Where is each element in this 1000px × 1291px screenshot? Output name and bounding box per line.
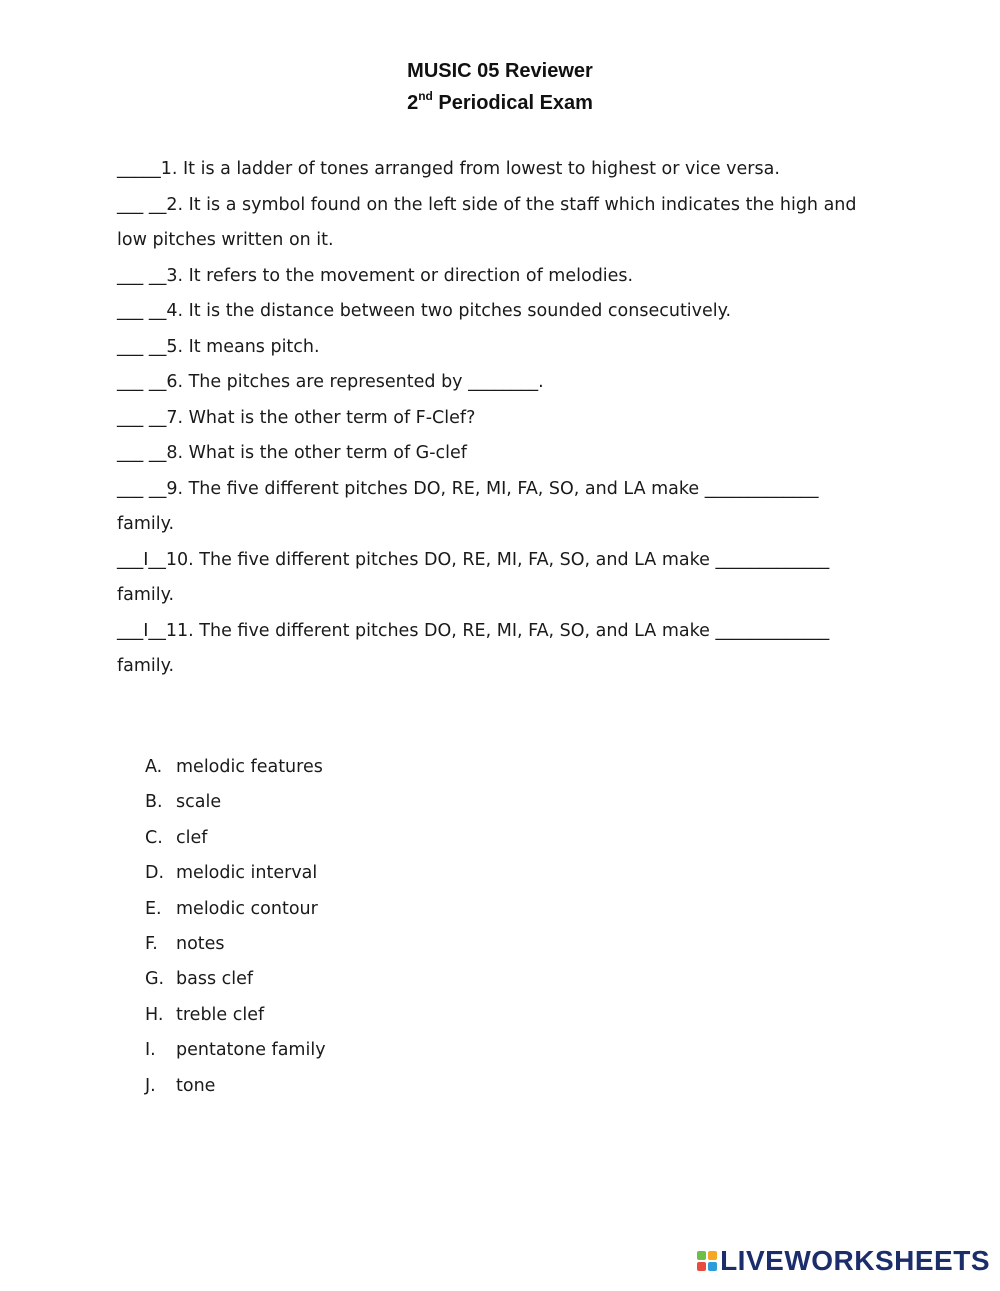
page-subtitle <box>0 89 1000 115</box>
choice-text: melodic interval <box>176 863 318 884</box>
question-line: ___ __2. It is a symbol found on the left side of the staff which indicates the high and <box>117 194 857 215</box>
choice-text: melodic contour <box>176 898 318 919</box>
choice-item <box>145 892 326 927</box>
choice-letter: J. <box>145 1075 156 1096</box>
question-list <box>117 152 877 685</box>
choice-letter: I. <box>145 1040 156 1061</box>
question-line: family. <box>117 656 175 676</box>
subtitle-number: 2 <box>407 92 419 114</box>
choice-letter: E. <box>145 898 162 919</box>
choice-letter: D. <box>145 863 165 884</box>
choice-text: notes <box>176 934 225 955</box>
question-line: ___I__10. The five different pitches DO, RE, MI, FA, SO, and LA make _____________ <box>117 549 830 570</box>
question-line: ___I__11. The five different pitches DO, RE, MI, FA, SO, and LA make _____________ <box>117 620 830 641</box>
choice-letter: F. <box>145 934 158 955</box>
question-line: family. <box>117 585 175 605</box>
choice-item <box>145 856 326 891</box>
question-line: ___ __7. What is the other term of F-Clef? <box>117 407 476 428</box>
choice-item <box>145 750 326 785</box>
choice-item <box>145 1069 326 1104</box>
question-line: low pitches written on it. <box>117 230 334 250</box>
choice-text: tone <box>176 1075 216 1096</box>
liveworksheets-logo <box>697 1245 990 1277</box>
choice-item <box>145 1033 326 1068</box>
question-line: _____1. It is a ladder of tones arranged from lowest to highest or vice versa. <box>117 159 780 179</box>
choice-text: scale <box>176 792 222 813</box>
page-title: MUSIC 05 Reviewer <box>407 60 593 82</box>
question-line: ___ __5. It means pitch. <box>117 336 320 357</box>
answer-choices <box>145 750 326 1104</box>
question-line: family. <box>117 514 175 534</box>
question-line: ___ __8. What is the other term of G-clef <box>117 443 467 463</box>
choice-text: pentatone family <box>176 1040 326 1061</box>
choice-text: melodic features <box>176 757 323 777</box>
choice-text: treble clef <box>176 1004 265 1025</box>
question-line: ___ __4. It is the distance between two pitches sounded consecutively. <box>117 301 732 321</box>
choice-item <box>145 998 326 1033</box>
subtitle-rest: Periodical Exam <box>432 92 593 114</box>
choice-item <box>145 821 326 856</box>
choice-item <box>145 785 326 820</box>
choice-letter: H. <box>145 1004 164 1025</box>
choice-letter: C. <box>145 827 163 848</box>
choice-letter: B. <box>145 792 163 813</box>
choice-letter: G. <box>145 969 165 990</box>
choice-item <box>145 927 326 962</box>
liveworksheets-logo-icon <box>697 1251 717 1271</box>
subtitle-superscript: nd <box>418 89 433 103</box>
choice-text: bass clef <box>176 969 254 990</box>
question-line: ___ __6. The pitches are represented by ________. <box>117 372 544 392</box>
choice-item <box>145 962 326 997</box>
question-line: ___ __3. It refers to the movement or direction of melodies. <box>117 265 634 286</box>
question-line: ___ __9. The five different pitches DO, RE, MI, FA, SO, and LA make _____________ <box>117 478 819 499</box>
choice-text: clef <box>176 827 208 848</box>
logo-text: LIVEWORKSHEETS <box>720 1245 990 1276</box>
choice-letter: A. <box>145 757 163 777</box>
